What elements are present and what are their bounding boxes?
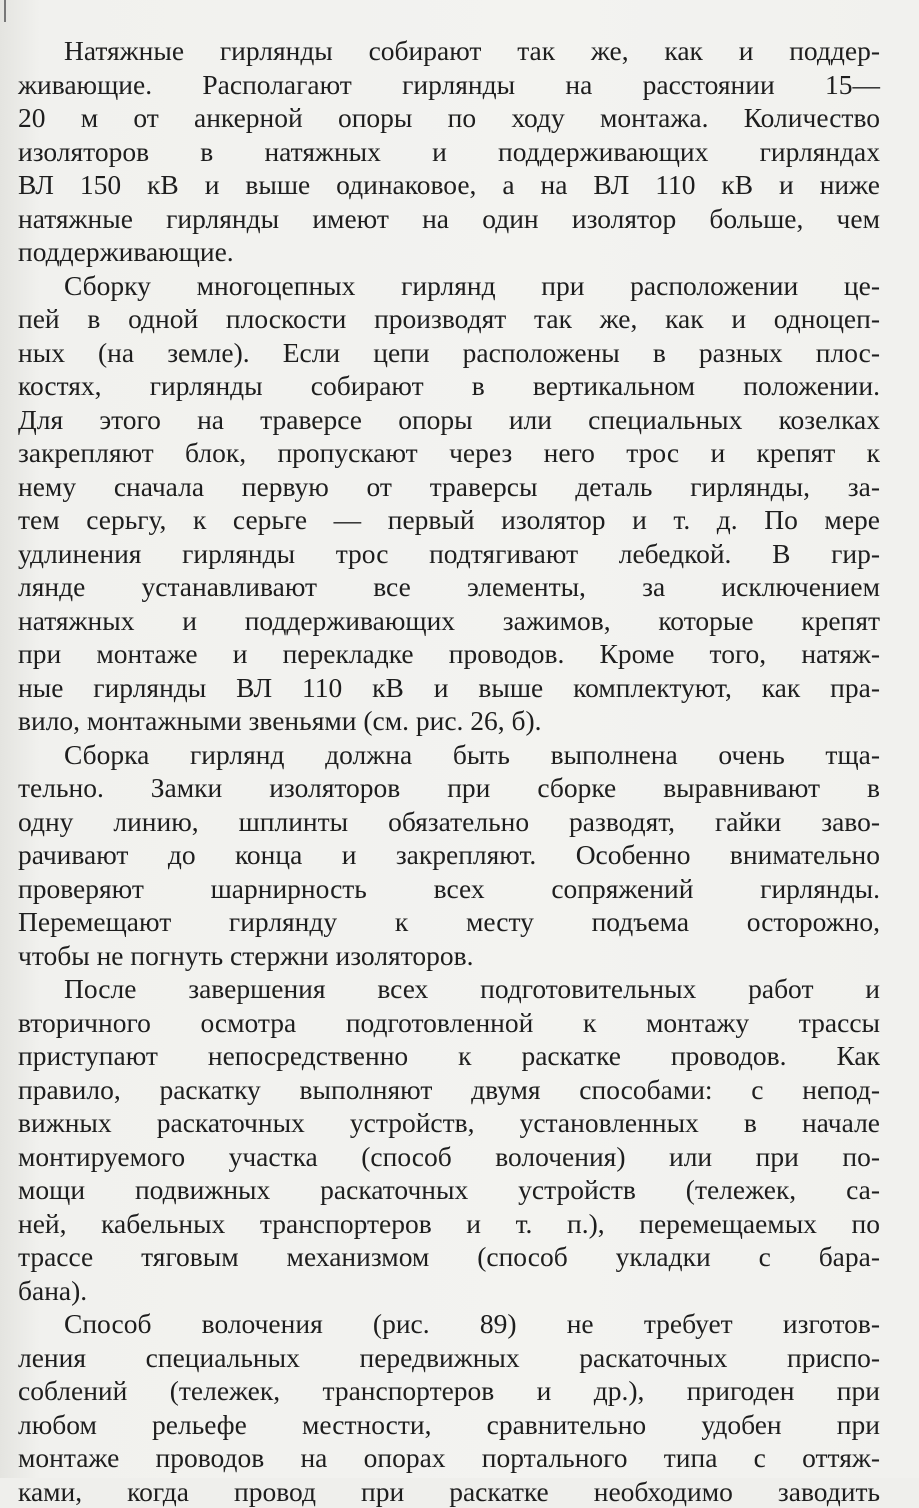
text-line: правило, раскатку выполняют двумя способами: с непод- [18, 1073, 880, 1107]
text-line: чтобы не погнуть стержни изоляторов. [18, 939, 880, 973]
text-line: Перемещают гирлянду к месту подъема осторожно, [18, 905, 880, 939]
text-line: удлинения гирлянды трос подтягивают лебедкой. В гир- [18, 537, 880, 571]
text-line: нему сначала первую от траверсы деталь гирлянды, за- [18, 470, 880, 504]
paragraph-1 [18, 34, 880, 269]
text-line: Способ волочения (рис. 89) не требует изготов- [18, 1307, 880, 1341]
text-line: монтаже проводов на опорах портального типа с оттяж- [18, 1441, 880, 1475]
paragraph-3 [18, 738, 880, 973]
text-line: вило, монтажными звеньями (см. рис. 26, б). [18, 704, 880, 738]
text-line: 20 м от анкерной опоры по ходу монтажа. Количество [18, 101, 880, 135]
text-line: любом рельефе местности, сравнительно удобен при [18, 1408, 880, 1442]
page-edge-mark [4, 0, 6, 22]
text-line: Сборку многоцепных гирлянд при расположении це- [18, 269, 880, 303]
text-line: соблений (тележек, транспортеров и др.), пригоден при [18, 1374, 880, 1408]
text-line: ками, когда провод при раскатке необходимо заводить [18, 1475, 880, 1508]
text-line: изоляторов в натяжных и поддерживающих гирляндах [18, 135, 880, 169]
text-line: мощи подвижных раскаточных устройств (тележек, са- [18, 1173, 880, 1207]
text-line: ных (на земле). Если цепи расположены в разных плос- [18, 336, 880, 370]
text-line: ления специальных передвижных раскаточных приспо- [18, 1341, 880, 1375]
text-line: ные гирлянды ВЛ 110 кВ и выше комплектуют, как пра- [18, 671, 880, 705]
text-line: вижных раскаточных устройств, установленных в начале [18, 1106, 880, 1140]
text-line: Для этого на траверсе опоры или специальных козелках [18, 403, 880, 437]
text-line: ней, кабельных транспортеров и т. п.), перемещаемых по [18, 1207, 880, 1241]
text-line: тем серьгу, к серьге — первый изолятор и т. д. По мере [18, 503, 880, 537]
text-line: костях, гирлянды собирают в вертикальном положении. [18, 369, 880, 403]
text-line: После завершения всех подготовительных работ и [18, 972, 880, 1006]
text-line: монтируемого участка (способ волочения) или при по- [18, 1140, 880, 1174]
text-line: ВЛ 150 кВ и выше одинаковое, а на ВЛ 110 кВ и ниже [18, 168, 880, 202]
text-line: тельно. Замки изоляторов при сборке выравнивают в [18, 771, 880, 805]
paragraph-4 [18, 972, 880, 1307]
text-line: трассе тяговым механизмом (способ укладки с бара- [18, 1240, 880, 1274]
text-line: бана). [18, 1274, 880, 1308]
text-line: поддерживающие. [18, 235, 880, 269]
text-line: вторичного осмотра подготовленной к монтажу трассы [18, 1006, 880, 1040]
paragraph-2 [18, 269, 880, 738]
text-line: Натяжные гирлянды собирают так же, как и поддер- [18, 34, 880, 68]
text-line: пей в одной плоскости производят так же, как и одноцеп- [18, 302, 880, 336]
text-line: натяжных и поддерживающих зажимов, которые крепят [18, 604, 880, 638]
text-line: натяжные гирлянды имеют на один изолятор больше, чем [18, 202, 880, 236]
text-line: одну линию, шплинты обязательно разводят, гайки заво- [18, 805, 880, 839]
page-text [18, 34, 880, 1508]
text-line: приступают непосредственно к раскатке проводов. Как [18, 1039, 880, 1073]
text-line: рачивают до конца и закрепляют. Особенно внимательно [18, 838, 880, 872]
text-line: лянде устанавливают все элементы, за исключением [18, 570, 880, 604]
text-line: проверяют шарнирность всех сопряжений гирлянды. [18, 872, 880, 906]
text-line: закрепляют блок, пропускают через него трос и крепят к [18, 436, 880, 470]
text-line: живающие. Располагают гирлянды на расстоянии 15— [18, 68, 880, 102]
text-line: Сборка гирлянд должна быть выполнена очень тща- [18, 738, 880, 772]
text-line: при монтаже и перекладке проводов. Кроме того, натяж- [18, 637, 880, 671]
